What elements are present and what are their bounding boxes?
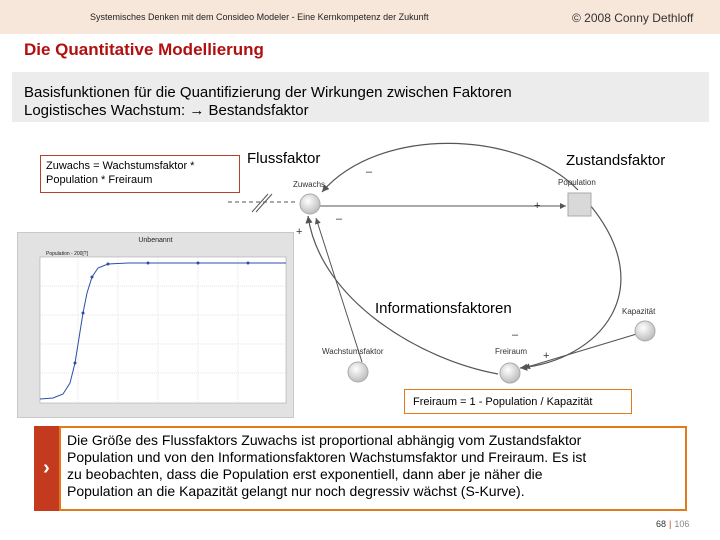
label-flussfaktor: Flussfaktor (247, 150, 321, 167)
page-number (656, 519, 689, 529)
subtitle-line-2: Logistisches Wachstum: → Bestandsfaktor (24, 102, 309, 119)
explanation-box (59, 426, 687, 511)
header-subtitle: Systemisches Denken mit dem Consideo Modeler - Eine Kernkompetenz der Zukunft (90, 12, 429, 22)
explanation-line-3: zu beobachten, dass die Population erst exponentiell, dann aber je näher die (67, 466, 543, 482)
page-current: 68 (656, 519, 667, 529)
chart-title: Unbenannt (138, 237, 173, 244)
sign-minus-zuwachs: – (336, 213, 343, 225)
node-label-wachstumsfaktor: Wachstumsfaktor (322, 347, 384, 356)
node-population (568, 193, 591, 216)
node-label-kapazitaet: Kapazität (622, 307, 656, 316)
explanation-line-4: Population an die Kapazität gelangt nur noch degressiv wächst (S-Kurve). (67, 483, 525, 499)
node-wachstumsfaktor (348, 362, 368, 382)
node-label-freiraum: Freiraum (495, 347, 528, 356)
node-label-population: Population (558, 178, 596, 187)
subtitle-line-1: Basisfunktionen für die Quantifizierung der Wirkungen zwischen Faktoren (24, 84, 512, 101)
node-freiraum (500, 363, 520, 383)
page-separator: | (669, 519, 672, 529)
sign-minus-top: – (366, 166, 373, 178)
freiraum-formula-box: Freiraum = 1 - Population / Kapazität (404, 389, 632, 414)
sign-plus-kapazitaet: + (543, 350, 550, 362)
sign-plus-flow: + (534, 200, 541, 212)
node-label-zuwachs: Zuwachs (293, 180, 326, 189)
node-zuwachs (300, 194, 320, 214)
explanation-line-2: Population und von den Informationsfaktoren Wachstumsfaktor und Freiraum. Es ist (67, 449, 587, 465)
bullet-arrow-icon: › (34, 426, 59, 511)
explanation-line-1: Die Größe des Flussfaktors Zuwachs ist proportional abhängig vom Zustandsfaktor (67, 432, 582, 448)
label-informationsfaktoren: Informationsfaktoren (375, 300, 512, 317)
zuwachs-formula-line-1: Zuwachs = Wachstumsfaktor * (46, 160, 195, 172)
zuwachs-formula-line-2: Population * Freiraum (46, 174, 153, 186)
sign-minus-freiraum: – (512, 329, 519, 341)
slide-title: Die Quantitative Modellierung (24, 40, 264, 59)
label-zustandsfaktor: Zustandsfaktor (566, 152, 666, 169)
page-total: 106 (674, 519, 690, 529)
chart-legend: Population - 200[?] (46, 251, 88, 257)
sign-plus-wachstum: + (296, 226, 303, 238)
header-copyright: © 2008 Conny Dethloff (572, 11, 694, 25)
node-kapazitaet (635, 321, 655, 341)
